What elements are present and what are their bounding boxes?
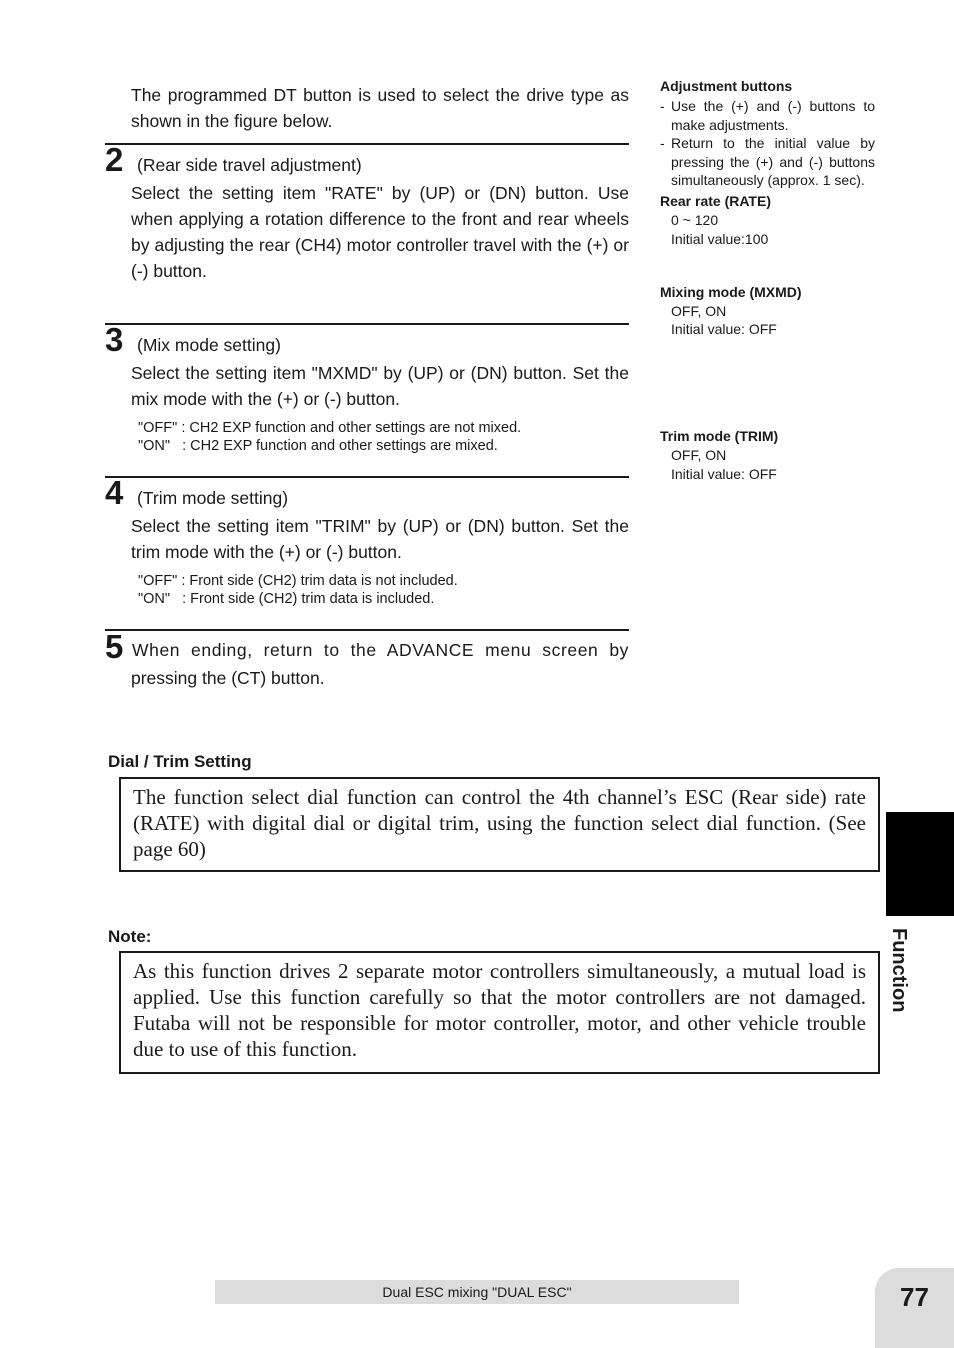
section-tab-label: Function bbox=[888, 928, 910, 1013]
step-3-divider bbox=[105, 323, 629, 325]
adjustment-buttons-heading: Adjustment buttons bbox=[660, 78, 793, 94]
step-5-text-line1: When ending, return to the ADVANCE menu screen by bbox=[132, 640, 629, 660]
step-4-title: (Trim mode setting) bbox=[137, 488, 289, 508]
step-4-note-on: "ON" : Front side (CH2) trim data is included. bbox=[138, 591, 435, 607]
page-number: 77 bbox=[900, 1282, 929, 1312]
step-4-number: 4 bbox=[105, 474, 124, 511]
section-tab-marker bbox=[886, 812, 954, 916]
mxmd-initial: Initial value: OFF bbox=[671, 321, 777, 337]
step-4-note-off: "OFF" : Front side (CH2) trim data is not included. bbox=[138, 573, 458, 589]
step-4-text: Select the setting item "TRIM" by (UP) or (DN) button. Set the trim mode with the (+) or (-) button. bbox=[131, 516, 629, 562]
footer-title: Dual ESC mixing "DUAL ESC" bbox=[215, 1280, 739, 1304]
step-2-text: Select the setting item "RATE" by (UP) or (DN) button. Use when applying a rotation difference to the front and rear wheels by adjusting the rear (CH4) motor controller travel with the (+) or (-) button. bbox=[131, 183, 629, 281]
trim-values: OFF, ON bbox=[671, 447, 727, 463]
adjustment-bullet-2 bbox=[660, 134, 875, 190]
mxmd-values: OFF, ON bbox=[671, 303, 727, 319]
bullet-dash: - bbox=[660, 98, 665, 114]
trim-heading: Trim mode (TRIM) bbox=[660, 428, 779, 444]
note-box: As this function drives 2 separate motor controllers simultaneously, a mutual load is applied. Use this function carefully so that the motor controllers are not damaged. Futaba will not be responsible for motor controller, motor, and other vehicle trouble due to use of this function. bbox=[119, 951, 880, 1074]
step-3-note-off: "OFF" : CH2 EXP function and other settings are not mixed. bbox=[138, 420, 522, 436]
mxmd-heading: Mixing mode (MXMD) bbox=[660, 284, 802, 300]
trim-initial: Initial value: OFF bbox=[671, 466, 777, 482]
intro-paragraph: The programmed DT button is used to select the drive type as shown in the figure below. bbox=[131, 85, 629, 131]
dial-trim-box: The function select dial function can control the 4th channel’s ESC (Rear side) rate (RATE) with digital dial or digital trim, using the function select dial function. (See page 60) bbox=[119, 777, 880, 872]
rate-initial: Initial value:100 bbox=[671, 231, 769, 247]
step-2-number: 2 bbox=[105, 141, 124, 178]
step-3-text: Select the setting item "MXMD" by (UP) or (DN) button. Set the mix mode with the (+) or (-) button. bbox=[131, 363, 629, 409]
adjustment-bullet-2-text: Return to the initial value by pressing the (+) and (-) buttons simultaneously (approx. 1 sec). bbox=[671, 135, 875, 188]
bullet-dash: - bbox=[660, 135, 665, 151]
rate-range: 0 ~ 120 bbox=[671, 212, 719, 228]
step-3-number: 3 bbox=[105, 321, 124, 358]
step-3-note-on: "ON" : CH2 EXP function and other settings are mixed. bbox=[138, 438, 498, 454]
step-3-title: (Mix mode setting) bbox=[137, 335, 281, 355]
step-2-title: (Rear side travel adjustment) bbox=[137, 155, 362, 175]
step-5-text-line2: pressing the (CT) button. bbox=[131, 668, 325, 688]
rate-heading: Rear rate (RATE) bbox=[660, 193, 771, 209]
step-4-divider bbox=[105, 476, 629, 478]
adjustment-bullet-1 bbox=[660, 97, 875, 134]
step-5-divider bbox=[105, 629, 629, 631]
note-heading: Note: bbox=[108, 927, 152, 946]
adjustment-bullet-1-text: Use the (+) and (-) buttons to make adjustments. bbox=[671, 98, 875, 133]
step-5-number: 5 bbox=[105, 628, 124, 665]
dial-trim-heading: Dial / Trim Setting bbox=[108, 752, 252, 771]
step-2-divider bbox=[105, 143, 629, 145]
